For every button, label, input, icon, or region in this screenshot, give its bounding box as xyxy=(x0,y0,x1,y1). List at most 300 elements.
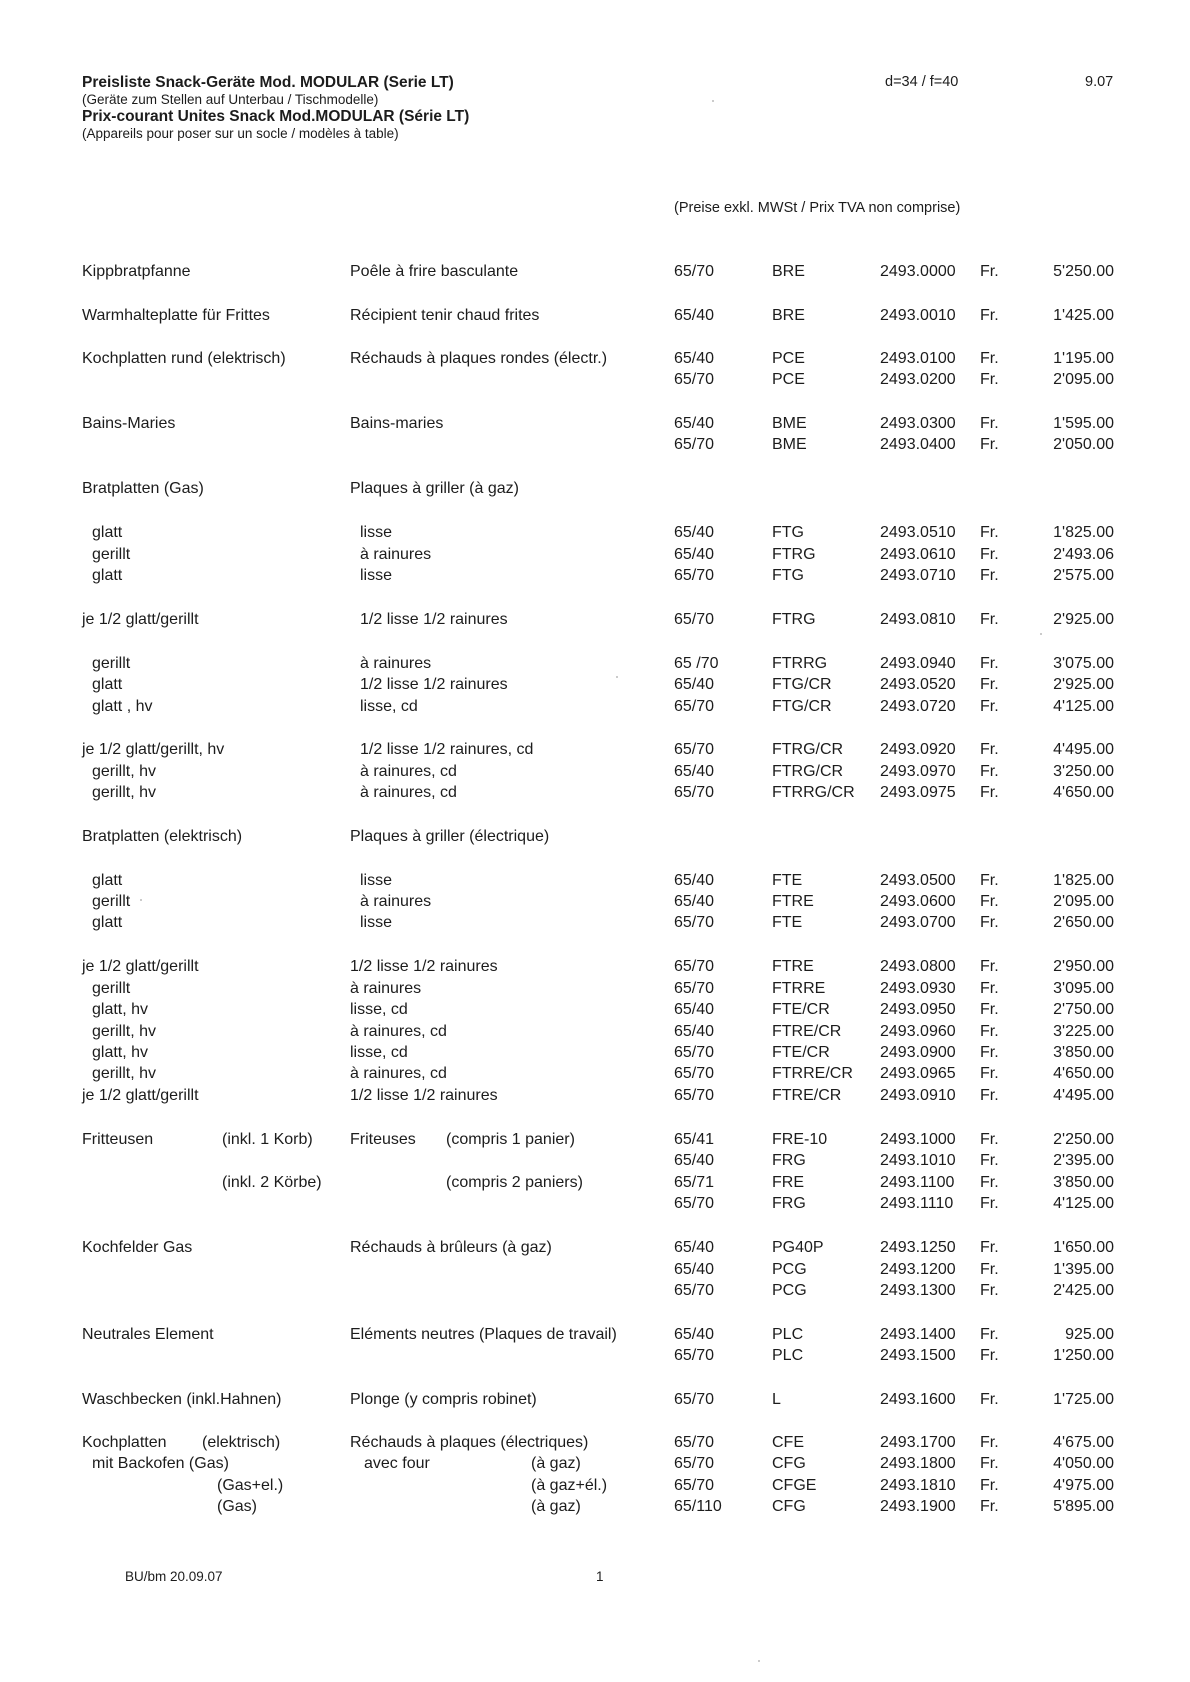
model-code-cell: FTE/CR xyxy=(772,1001,830,1018)
product-name-german: glatt xyxy=(92,676,123,693)
price-cell: 2'095.00 xyxy=(1053,893,1114,910)
footer-reference: BU/bm 20.09.07 xyxy=(125,1569,223,1584)
price-cell: 3'225.00 xyxy=(1053,1023,1114,1040)
product-name-french: 1/2 lisse 1/2 rainures xyxy=(360,676,508,693)
product-name-french: Bains-maries xyxy=(350,415,444,432)
price-cell: 3'850.00 xyxy=(1053,1044,1114,1061)
article-number-cell: 2493.0700 xyxy=(880,914,956,931)
table-row xyxy=(0,1325,1190,1345)
article-number-cell: 2493.1200 xyxy=(880,1261,956,1278)
scan-speck xyxy=(140,899,142,901)
model-code-cell: FTRRG xyxy=(772,655,828,672)
model-code-cell: FTRE xyxy=(772,893,814,910)
currency-cell: Fr. xyxy=(980,546,999,563)
dimension-cell: 65/40 xyxy=(674,524,715,541)
currency-cell: Fr. xyxy=(980,958,999,975)
currency-cell: Fr. xyxy=(980,1065,999,1082)
dimension-cell: 65/70 xyxy=(674,1347,715,1364)
currency-cell: Fr. xyxy=(980,763,999,780)
currency-cell: Fr. xyxy=(980,1044,999,1061)
table-row xyxy=(0,545,1190,565)
price-cell: 4'495.00 xyxy=(1053,1087,1114,1104)
article-number-cell: 2493.1500 xyxy=(880,1347,956,1364)
article-number-cell: 2493.0600 xyxy=(880,893,956,910)
product-name-french: 1/2 lisse 1/2 rainures xyxy=(350,958,498,975)
document-date: 9.07 xyxy=(1085,74,1114,90)
product-name-french: 1/2 lisse 1/2 rainures xyxy=(350,1087,498,1104)
product-name-french: Eléments neutres (Plaques de travail) xyxy=(350,1326,617,1343)
price-cell: 2'493.06 xyxy=(1053,546,1114,563)
vat-note: (Preise exkl. MWSt / Prix TVA non comprise) xyxy=(674,200,961,216)
model-code-cell: FTE xyxy=(772,914,803,931)
model-code-cell: FTRG/CR xyxy=(772,763,844,780)
table-row xyxy=(0,610,1190,630)
article-number-cell: 2493.0610 xyxy=(880,546,956,563)
price-cell: 1'425.00 xyxy=(1053,307,1114,324)
product-name-french: Réchauds à plaques rondes (électr.) xyxy=(350,350,608,367)
table-row xyxy=(0,827,1190,847)
table-row xyxy=(0,675,1190,695)
currency-cell: Fr. xyxy=(980,436,999,453)
table-row xyxy=(0,1043,1190,1063)
product-name-german: glatt xyxy=(92,872,123,889)
table-row xyxy=(0,349,1190,369)
model-code-cell: FRG xyxy=(772,1152,806,1169)
currency-cell: Fr. xyxy=(980,1087,999,1104)
product-name-german: glatt, hv xyxy=(92,1001,149,1018)
article-number-cell: 2493.1010 xyxy=(880,1152,956,1169)
currency-cell: Fr. xyxy=(980,698,999,715)
article-number-cell: 2493.0300 xyxy=(880,415,956,432)
table-row xyxy=(0,1000,1190,1020)
table-row xyxy=(0,306,1190,326)
currency-cell: Fr. xyxy=(980,1477,999,1494)
article-number-cell: 2493.0975 xyxy=(880,784,956,801)
table-row xyxy=(0,262,1190,282)
currency-cell: Fr. xyxy=(980,415,999,432)
article-number-cell: 2493.1810 xyxy=(880,1477,956,1494)
dimension-cell: 65/70 xyxy=(674,567,715,584)
price-cell: 1'650.00 xyxy=(1053,1239,1114,1256)
model-code-cell: PCE xyxy=(772,371,805,388)
article-number-cell: 2493.0910 xyxy=(880,1087,956,1104)
model-code-cell: PLC xyxy=(772,1347,804,1364)
product-name-german: gerillt, hv xyxy=(92,784,157,801)
article-number-cell: 2493.1800 xyxy=(880,1455,956,1472)
article-number-cell: 2493.0720 xyxy=(880,698,956,715)
currency-cell: Fr. xyxy=(980,1023,999,1040)
currency-cell: Fr. xyxy=(980,1001,999,1018)
scan-speck xyxy=(1040,633,1042,635)
price-cell: 3'250.00 xyxy=(1053,763,1114,780)
document-header xyxy=(82,74,469,142)
dimension-cell: 65/40 xyxy=(674,676,715,693)
dimension-cell: 65/41 xyxy=(674,1131,715,1148)
table-row xyxy=(0,1173,1190,1193)
article-number-cell: 2493.1300 xyxy=(880,1282,956,1299)
table-row xyxy=(0,913,1190,933)
model-code-cell: BRE xyxy=(772,307,805,324)
product-name-french: Plaques à griller (électrique) xyxy=(350,828,550,845)
model-code-cell: FTRE xyxy=(772,958,814,975)
table-row xyxy=(0,1497,1190,1517)
model-code-cell: PG40P xyxy=(772,1239,824,1256)
product-name-french: 1/2 lisse 1/2 rainures xyxy=(360,611,508,628)
product-note-german: (inkl. 2 Körbe) xyxy=(222,1174,322,1191)
dimension-cell: 65/40 xyxy=(674,415,715,432)
price-cell: 2'575.00 xyxy=(1053,567,1114,584)
currency-cell: Fr. xyxy=(980,1261,999,1278)
product-note-french: (compris 2 paniers) xyxy=(446,1174,583,1191)
model-code-cell: FRE-10 xyxy=(772,1131,828,1148)
model-code-cell: CFE xyxy=(772,1434,804,1451)
currency-cell: Fr. xyxy=(980,371,999,388)
table-row xyxy=(0,1086,1190,1106)
product-name-french: Friteuses xyxy=(350,1131,416,1148)
model-code-cell: FRG xyxy=(772,1195,806,1212)
dimension-cell: 65/40 xyxy=(674,1239,715,1256)
title-french: Prix-courant Unites Snack Mod.MODULAR (Série LT) xyxy=(82,108,470,126)
dimension-cell: 65/70 xyxy=(674,611,715,628)
model-code-cell: CFGE xyxy=(772,1477,817,1494)
product-name-german: glatt, hv xyxy=(92,1044,149,1061)
table-row xyxy=(0,1346,1190,1366)
product-name-french: lisse xyxy=(360,524,393,541)
model-code-cell: FTRRE xyxy=(772,980,826,997)
article-number-cell: 2493.1250 xyxy=(880,1239,956,1256)
model-code-cell: FTRG xyxy=(772,611,816,628)
dimension-cell: 65/70 xyxy=(674,1044,715,1061)
product-name-french: Réchauds à brûleurs (à gaz) xyxy=(350,1239,552,1256)
table-row xyxy=(0,370,1190,390)
price-cell: 1'250.00 xyxy=(1053,1347,1114,1364)
table-row xyxy=(0,762,1190,782)
dimension-cell: 65/70 xyxy=(674,1087,715,1104)
article-number-cell: 2493.1900 xyxy=(880,1498,956,1515)
product-note-german: (elektrisch) xyxy=(202,1434,281,1451)
subtitle-french: (Appareils pour poser sur un socle / modèles à table) xyxy=(82,126,399,142)
article-number-cell: 2493.1400 xyxy=(880,1326,956,1343)
table-row xyxy=(0,1454,1190,1474)
product-name-french: à rainures, cd xyxy=(350,1065,447,1082)
product-name-german: je 1/2 glatt/gerillt xyxy=(82,1087,199,1104)
price-cell: 3'075.00 xyxy=(1053,655,1114,672)
product-name-german: Kochfelder Gas xyxy=(82,1239,193,1256)
price-cell: 1'395.00 xyxy=(1053,1261,1114,1278)
dimension-cell: 65/40 xyxy=(674,1001,715,1018)
product-name-german: gerillt xyxy=(92,980,131,997)
model-code-cell: FTRRE/CR xyxy=(772,1065,853,1082)
model-code-cell: FTE/CR xyxy=(772,1044,830,1061)
price-cell: 925.00 xyxy=(1065,1326,1114,1343)
price-cell: 2'950.00 xyxy=(1053,958,1114,975)
currency-cell: Fr. xyxy=(980,655,999,672)
price-cell: 4'650.00 xyxy=(1053,784,1114,801)
scan-speck xyxy=(758,1660,760,1662)
currency-cell: Fr. xyxy=(980,263,999,280)
model-code-cell: CFG xyxy=(772,1455,806,1472)
price-cell: 1'725.00 xyxy=(1053,1391,1114,1408)
table-row xyxy=(0,1390,1190,1410)
table-row xyxy=(0,523,1190,543)
article-number-cell: 2493.0930 xyxy=(880,980,956,997)
currency-cell: Fr. xyxy=(980,1195,999,1212)
currency-cell: Fr. xyxy=(980,914,999,931)
product-name-german: gerillt, hv xyxy=(92,763,157,780)
currency-cell: Fr. xyxy=(980,1455,999,1472)
article-number-cell: 2493.0200 xyxy=(880,371,956,388)
currency-cell: Fr. xyxy=(980,1347,999,1364)
table-row xyxy=(0,1194,1190,1214)
dimension-cell: 65/70 xyxy=(674,1434,715,1451)
table-row xyxy=(0,1238,1190,1258)
product-name-german: je 1/2 glatt/gerillt, hv xyxy=(82,741,225,758)
currency-cell: Fr. xyxy=(980,980,999,997)
product-name-german: gerillt xyxy=(92,893,131,910)
subtitle-german: (Geräte zum Stellen auf Unterbau / Tischmodelle) xyxy=(82,92,379,108)
scan-speck xyxy=(616,676,618,678)
product-name-french: Réchauds à plaques (électriques) xyxy=(350,1434,589,1451)
product-note-german: (Gas) xyxy=(217,1498,257,1515)
article-number-cell: 2493.0800 xyxy=(880,958,956,975)
product-name-french: lisse xyxy=(360,914,393,931)
table-row xyxy=(0,1476,1190,1496)
model-code-cell: PCE xyxy=(772,350,805,367)
article-number-cell: 2493.1700 xyxy=(880,1434,956,1451)
price-cell: 1'825.00 xyxy=(1053,524,1114,541)
dimension-cell: 65/40 xyxy=(674,1261,715,1278)
table-row xyxy=(0,1260,1190,1280)
article-number-cell: 2493.0510 xyxy=(880,524,956,541)
product-name-german: Neutrales Element xyxy=(82,1326,214,1343)
product-name-german: gerillt, hv xyxy=(92,1065,157,1082)
price-cell: 4'050.00 xyxy=(1053,1455,1114,1472)
model-code-cell: FTG xyxy=(772,567,804,584)
scan-speck xyxy=(712,100,714,102)
model-code-cell: BRE xyxy=(772,263,805,280)
product-name-german: Bratplatten (Gas) xyxy=(82,480,204,497)
currency-cell: Fr. xyxy=(980,1391,999,1408)
product-name-french: avec four xyxy=(364,1455,430,1472)
dimension-cell: 65/70 xyxy=(674,698,715,715)
dimension-cell: 65/40 xyxy=(674,1152,715,1169)
dimension-cell: 65/40 xyxy=(674,546,715,563)
currency-cell: Fr. xyxy=(980,350,999,367)
dimension-cell: 65/70 xyxy=(674,1455,715,1472)
model-code-cell: FTRRG/CR xyxy=(772,784,855,801)
price-cell: 2'095.00 xyxy=(1053,371,1114,388)
dimension-cell: 65/40 xyxy=(674,763,715,780)
product-name-german: gerillt xyxy=(92,655,131,672)
price-cell: 2'395.00 xyxy=(1053,1152,1114,1169)
product-name-german: Bratplatten (elektrisch) xyxy=(82,828,243,845)
table-row xyxy=(0,1022,1190,1042)
price-cell: 3'095.00 xyxy=(1053,980,1114,997)
table-row xyxy=(0,435,1190,455)
currency-cell: Fr. xyxy=(980,1498,999,1515)
product-name-german: Waschbecken (inkl.Hahnen) xyxy=(82,1391,282,1408)
price-cell: 1'595.00 xyxy=(1053,415,1114,432)
model-code-cell: FTRE/CR xyxy=(772,1087,842,1104)
price-cell: 4'975.00 xyxy=(1053,1477,1114,1494)
dimension-cell: 65/70 xyxy=(674,1065,715,1082)
model-code-cell: FTE xyxy=(772,872,803,889)
price-cell: 2'650.00 xyxy=(1053,914,1114,931)
dimension-cell: 65/40 xyxy=(674,350,715,367)
price-cell: 4'495.00 xyxy=(1053,741,1114,758)
article-number-cell: 2493.0950 xyxy=(880,1001,956,1018)
article-number-cell: 2493.0940 xyxy=(880,655,956,672)
dimension-cell: 65/70 xyxy=(674,1477,715,1494)
table-row xyxy=(0,979,1190,999)
price-cell: 4'125.00 xyxy=(1053,1195,1114,1212)
model-code-cell: FTG/CR xyxy=(772,698,832,715)
table-row xyxy=(0,654,1190,674)
product-name-german: glatt xyxy=(92,567,123,584)
product-name-german: gerillt xyxy=(92,546,131,563)
currency-cell: Fr. xyxy=(980,676,999,693)
product-name-french: à rainures, cd xyxy=(360,784,457,801)
article-number-cell: 2493.0010 xyxy=(880,307,956,324)
dimension-cell: 65 /70 xyxy=(674,655,719,672)
price-cell: 2'050.00 xyxy=(1053,436,1114,453)
model-code-cell: BME xyxy=(772,436,807,453)
dimension-cell: 65/40 xyxy=(674,1326,715,1343)
table-row xyxy=(0,1433,1190,1453)
product-name-german: je 1/2 glatt/gerillt xyxy=(82,611,199,628)
product-name-german: glatt xyxy=(92,524,123,541)
table-row xyxy=(0,414,1190,434)
model-code-cell: FRE xyxy=(772,1174,804,1191)
currency-cell: Fr. xyxy=(980,1174,999,1191)
table-row xyxy=(0,1064,1190,1084)
dimension-cell: 65/70 xyxy=(674,958,715,975)
product-name-german: Kippbratpfanne xyxy=(82,263,191,280)
model-code-cell: FTRG xyxy=(772,546,816,563)
article-number-cell: 2493.1600 xyxy=(880,1391,956,1408)
currency-cell: Fr. xyxy=(980,1131,999,1148)
dimension-cell: 65/70 xyxy=(674,914,715,931)
article-number-cell: 2493.0810 xyxy=(880,611,956,628)
table-row xyxy=(0,740,1190,760)
article-number-cell: 2493.0965 xyxy=(880,1065,956,1082)
model-code-cell: CFG xyxy=(772,1498,806,1515)
price-cell: 5'895.00 xyxy=(1053,1498,1114,1515)
currency-cell: Fr. xyxy=(980,1239,999,1256)
article-number-cell: 2493.0000 xyxy=(880,263,956,280)
dimension-cell: 65/40 xyxy=(674,307,715,324)
product-name-german: gerillt, hv xyxy=(92,1023,157,1040)
currency-cell: Fr. xyxy=(980,893,999,910)
currency-cell: Fr. xyxy=(980,611,999,628)
page-number: 1 xyxy=(596,1569,604,1584)
table-row xyxy=(0,892,1190,912)
dimension-cell: 65/71 xyxy=(674,1174,715,1191)
article-number-cell: 2493.0900 xyxy=(880,1044,956,1061)
article-number-cell: 2493.1000 xyxy=(880,1131,956,1148)
dimension-cell: 65/70 xyxy=(674,1282,715,1299)
currency-cell: Fr. xyxy=(980,307,999,324)
price-cell: 2'925.00 xyxy=(1053,611,1114,628)
currency-cell: Fr. xyxy=(980,1282,999,1299)
article-number-cell: 2493.0960 xyxy=(880,1023,956,1040)
product-name-french: à rainures xyxy=(360,546,432,563)
dimension-cell: 65/70 xyxy=(674,980,715,997)
product-name-french: à rainures xyxy=(360,655,432,672)
currency-cell: Fr. xyxy=(980,1434,999,1451)
product-name-french: lisse, cd xyxy=(360,698,418,715)
product-name-french: lisse xyxy=(360,567,393,584)
currency-cell: Fr. xyxy=(980,741,999,758)
table-row xyxy=(0,957,1190,977)
dimension-cell: 65/40 xyxy=(674,893,715,910)
product-name-german: Kochplatten xyxy=(82,1434,167,1451)
product-name-german: glatt , hv xyxy=(92,698,153,715)
dimension-cell: 65/70 xyxy=(674,784,715,801)
price-cell: 1'195.00 xyxy=(1053,350,1114,367)
dimension-cell: 65/110 xyxy=(674,1498,722,1515)
article-number-cell: 2493.1110 xyxy=(880,1195,954,1212)
product-name-french: Récipient tenir chaud frites xyxy=(350,307,540,324)
model-code-cell: PLC xyxy=(772,1326,804,1343)
product-name-german: mit Backofen (Gas) xyxy=(92,1455,229,1472)
dimension-cell: 65/70 xyxy=(674,1391,715,1408)
product-name-french: lisse, cd xyxy=(350,1001,408,1018)
article-number-cell: 2493.0920 xyxy=(880,741,956,758)
product-name-french: 1/2 lisse 1/2 rainures, cd xyxy=(360,741,534,758)
model-code-cell: PCG xyxy=(772,1261,807,1278)
table-row xyxy=(0,697,1190,717)
product-name-french: Plaques à griller (à gaz) xyxy=(350,480,519,497)
currency-cell: Fr. xyxy=(980,524,999,541)
dimension-cell: 65/70 xyxy=(674,263,715,280)
currency-cell: Fr. xyxy=(980,1152,999,1169)
product-note-french: (à gaz) xyxy=(531,1498,581,1515)
price-cell: 2'925.00 xyxy=(1053,676,1114,693)
dimension-cell: 65/70 xyxy=(674,1195,715,1212)
table-row xyxy=(0,1130,1190,1150)
table-row xyxy=(0,783,1190,803)
product-name-german: glatt xyxy=(92,914,123,931)
price-cell: 1'825.00 xyxy=(1053,872,1114,889)
product-name-french: Plonge (y compris robinet) xyxy=(350,1391,537,1408)
currency-cell: Fr. xyxy=(980,1326,999,1343)
currency-cell: Fr. xyxy=(980,567,999,584)
document-code: d=34 / f=40 xyxy=(885,74,959,90)
model-code-cell: FTG/CR xyxy=(772,676,832,693)
dimension-cell: 65/70 xyxy=(674,371,715,388)
table-row xyxy=(0,1151,1190,1171)
currency-cell: Fr. xyxy=(980,784,999,801)
product-name-german: Kochplatten rund (elektrisch) xyxy=(82,350,286,367)
product-name-french: à rainures xyxy=(350,980,422,997)
model-code-cell: BME xyxy=(772,415,807,432)
product-note-german: (inkl. 1 Korb) xyxy=(222,1131,313,1148)
table-row xyxy=(0,871,1190,891)
model-code-cell: FTRG/CR xyxy=(772,741,844,758)
product-note-french: (compris 1 panier) xyxy=(446,1131,575,1148)
price-cell: 5'250.00 xyxy=(1053,263,1114,280)
price-cell: 4'675.00 xyxy=(1053,1434,1114,1451)
price-cell: 2'250.00 xyxy=(1053,1131,1114,1148)
model-code-cell: PCG xyxy=(772,1282,807,1299)
price-cell: 4'125.00 xyxy=(1053,698,1114,715)
product-note-german: (Gas+el.) xyxy=(217,1477,284,1494)
product-name-german: Warmhalteplatte für Frittes xyxy=(82,307,270,324)
title-german: Preisliste Snack-Geräte Mod. MODULAR (Serie LT) xyxy=(82,74,454,91)
article-number-cell: 2493.0970 xyxy=(880,763,956,780)
article-number-cell: 2493.1100 xyxy=(880,1174,955,1191)
